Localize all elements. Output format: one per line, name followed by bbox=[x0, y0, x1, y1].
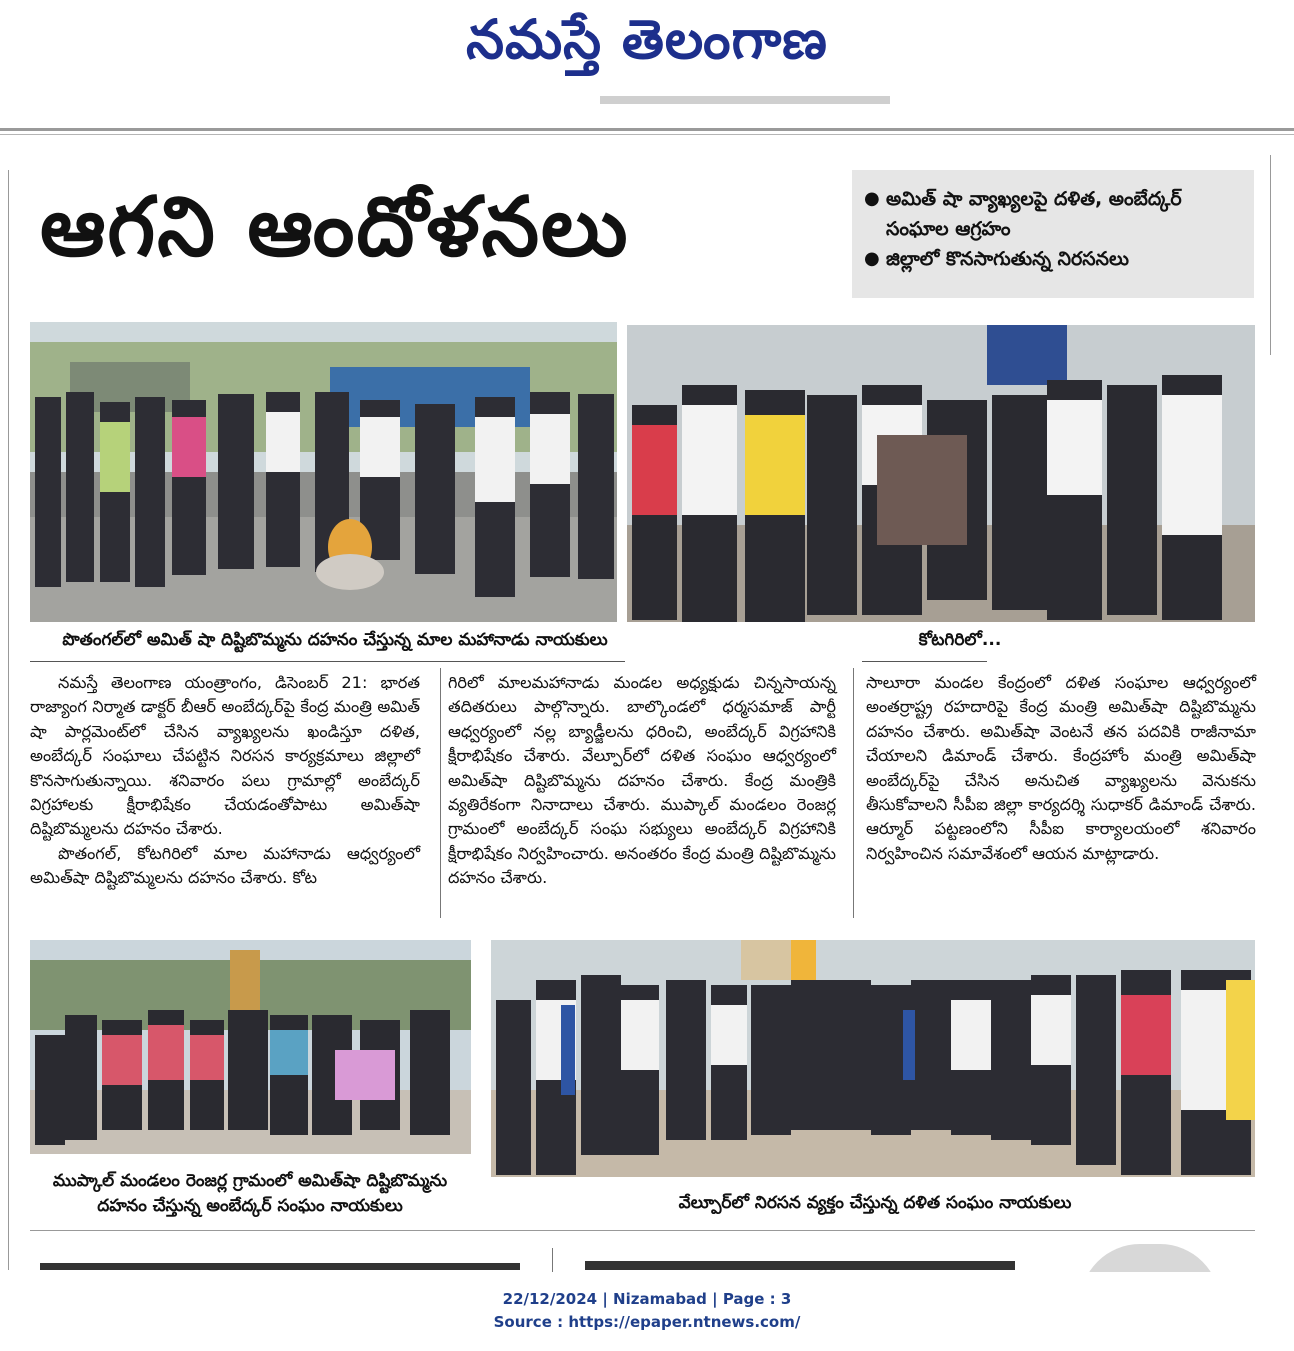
page-border-left bbox=[8, 170, 9, 1270]
article-column-3 bbox=[866, 671, 1256, 866]
caption-rule bbox=[862, 661, 987, 662]
bullet-icon: ● bbox=[864, 248, 880, 269]
caption-rule bbox=[30, 1230, 1255, 1231]
article-column-1 bbox=[30, 671, 420, 891]
article-paragraph: నమస్తే తెలంగాణ యంత్రాంగం, డిసెంబర్‌ 21: భారత రాజ్యాంగ నిర్మాత డాక్టర్‌ బీఆర్‌ అంబేద్కర్‌పై కేంద్ర మంత్రి అమిత్‌ షా పార్లమెంట్‌లో చేసిన వ్యాఖ్యలను ఖండిస్తూ దళిత, అంబేద్కర్‌ సంఘాలు చేపట్టిన నిరసన కార్యక్రమాలు జిల్లాలో కొనసాగుతున్నాయి. శనివారం పలు గ్రామాల్లో అంబేద్కర్‌ విగ్రహాలకు క్షీరాభిషేకం చేయడంతోపాటు అమిత్‌షా దిష్టిబొమ్మలను దహనం చేశారు. bbox=[30, 673, 420, 839]
article-paragraph: గిరిలో మాలమహానాడు మండల అధ్యక్షుడు చిన్నసాయన్న తదితరులు పాల్గొన్నారు. బాల్కొండలో ధర్మసమాజ్‌ పార్టీ ఆధ్వర్యంలో నల్ల బ్యాడ్జీలను ధరించి, అంబేద్కర్‌ విగ్రహానికి క్షీరాభిషేకం చేశారు. వేల్పూర్‌లో దళిత సంఘం ఆధ్వర్యంలో అమిత్‌షా దిష్టిబొమ్మను దహనం చేశారు. కేంద్ర మంత్రికి వ్యతిరేకంగా నినాదాలు చేశారు. ముప్కాల్‌ మండలం రెంజర్ల గ్రామంలో అంబేద్కర్‌ సంఘ సభ్యులు అంబేద్కర్‌ విగ్రహానికి క్షీరాభిషేకం నిర్వహించారు. అనంతరం కేంద్ర మంత్రి దిష్టిబొమ్మను దహనం చేశారు. bbox=[448, 673, 836, 888]
masthead-divider-thin bbox=[0, 134, 1294, 135]
column-divider bbox=[440, 668, 441, 918]
article-paragraph: పొతంగల్‌, కోటగిరిలో మాల మహానాడు ఆధ్వర్యంలో అమిత్‌షా దిష్టిబొమ్మలను దహనం చేశారు. కోట bbox=[30, 843, 420, 888]
highlight-text: జిల్లాలో కొనసాగుతున్న నిరసనలు bbox=[886, 248, 1129, 270]
bullet-icon: ● bbox=[864, 188, 880, 209]
highlights-box bbox=[852, 170, 1254, 298]
highlight-text: అమిత్‌ షా వ్యాఖ్యలపై దళిత, అంబేద్కర్‌ సంఘాల ఆగ్రహం bbox=[886, 188, 1182, 240]
photo-velpur bbox=[491, 940, 1255, 1177]
photo-kotagiri bbox=[627, 325, 1255, 622]
photo-caption: పొతంగల్‌లో అమిత్‌ షా దిష్టిబొమ్మను దహనం చేస్తున్న మాల మహానాడు నాయకులు bbox=[62, 630, 608, 650]
photo-caption: కోటగిరిలో... bbox=[918, 630, 1002, 650]
page-border-right bbox=[1270, 155, 1271, 355]
column-divider bbox=[552, 1248, 553, 1272]
article-column-2 bbox=[448, 671, 836, 891]
caption-rule bbox=[30, 661, 625, 662]
photo-caption: ముప్కాల్‌ మండలం రెంజర్ల గ్రామంలో అమిత్‌షా దిష్టిబొమ్మను bbox=[52, 1171, 448, 1191]
column-divider bbox=[853, 668, 854, 918]
masthead-tagline-strip bbox=[600, 96, 890, 104]
next-article-teaser-right bbox=[585, 1248, 1025, 1270]
photo-renjarla bbox=[30, 940, 471, 1154]
footer-source-link[interactable]: Source : https://epaper.ntnews.com/ bbox=[493, 1313, 801, 1331]
photo-pothangal bbox=[30, 322, 617, 622]
footer-date-edition: 22/12/2024 | Nizamabad | Page : 3 bbox=[502, 1290, 792, 1308]
highlight-item bbox=[864, 244, 1242, 274]
photo-caption: దహనం చేస్తున్న అంబేద్కర్‌ సంఘం నాయకులు bbox=[97, 1196, 403, 1216]
masthead-divider bbox=[0, 128, 1294, 131]
newspaper-logo: నమస్తే తెలంగాణ bbox=[466, 8, 828, 71]
photo-caption: వేల్పూర్‌లో నిరసన వ్యక్తం చేస్తున్న దళిత సంఘం నాయకులు bbox=[678, 1193, 1072, 1213]
next-article-teaser-left bbox=[40, 1248, 540, 1270]
footer-area bbox=[0, 1272, 1294, 1351]
article-paragraph: సాలూరా మండల కేంద్రంలో దళిత సంఘాల ఆధ్వర్యంలో అంతర్రాష్ట్ర రహదారిపై కేంద్ర మంత్రి అమిత్‌షా దిష్టిబొమ్మను దహనం చేశారు. అమిత్‌షా వెంటనే తన పదవికి రాజీనామా చేయాలని డిమాండ్‌ చేశారు. కేంద్రహోం మంత్రి అమిత్‌షా అంబేద్కర్‌పై చేసిన అనుచిత వ్యాఖ్యలను వెనుకను తీసుకోవాలని సీపీఐ జిల్లా కార్యదర్శి సుధాకర్‌ డిమాండ్‌ చేశారు. ఆర్మూర్‌ పట్టణంలోని సీపీఐ కార్యాలయంలో శనివారం నిర్వహించిన సమావేశంలో ఆయన మాట్లాడారు. bbox=[866, 673, 1256, 863]
article-headline: ఆగని ఆందోళనలు bbox=[40, 180, 630, 275]
masthead bbox=[0, 0, 1294, 140]
highlight-item bbox=[864, 184, 1242, 244]
